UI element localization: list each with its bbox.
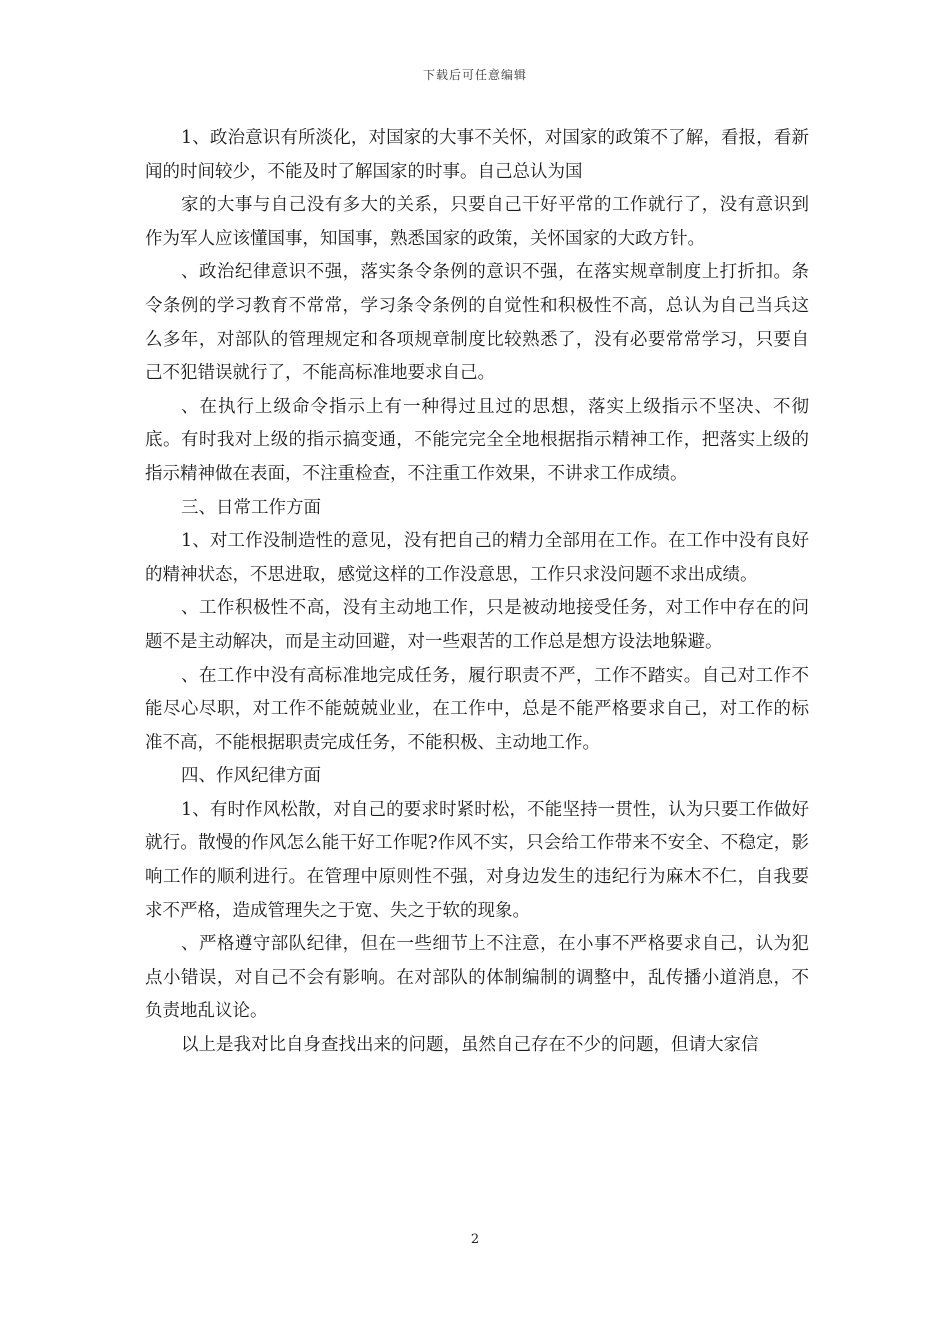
paragraph-2: 家的大事与自己没有多大的关系，只要自己干好平常的工作就行了，没有意识到作为军人应该懂国事，知国事，熟悉国家的政策，关怀国家的大政方针。 (145, 195, 809, 249)
page-header-note: 下载后可任意编辑 (422, 68, 527, 82)
document-body (145, 122, 809, 1063)
paragraph-12: 以上是我对比自身查找出来的问题，虽然自己存在不少的问题，但请大家信 (181, 1035, 759, 1056)
paragraph-6: 1、对工作没制造性的意见，没有把自己的精力全部用在工作。在工作中没有良好的精神状态，不思进取，感觉这样的工作没意思，工作只求没问题不求出成绩。 (145, 531, 809, 585)
section-heading-discipline: 四、作风纪律方面 (181, 766, 321, 787)
paragraph-8: 、在工作中没有高标准地完成任务，履行职责不严，工作不踏实。自己对工作不能尽心尽职，对工作不能兢兢业业，在工作中，总是不能严格要求自己，对工作的标准不高，不能根据职责完成任务，不能积极、主动地工作。 (145, 665, 809, 753)
paragraph-10: 1、有时作风松散，对自己的要求时紧时松，不能坚持一贯性，认为只要工作做好就行。散慢的作风怎么能干好工作呢?作风不实，只会给工作带来不安全、不稳定，影响工作的顺利进行。在管理中原则性不强，对身边发生的违纪行为麻木不仁，自我要求不严格，造成管理失之于宽、失之于软的现象。 (145, 799, 809, 921)
paragraph-7: 、工作积极性不高，没有主动地工作，只是被动地接受任务，对工作中存在的问题不是主动解决，而是主动回避，对一些艰苦的工作总是想方设法地躲避。 (145, 598, 809, 652)
paragraph-3: 、政治纪律意识不强，落实条令条例的意识不强，在落实规章制度上打折扣。条令条例的学习教育不常常，学习条令条例的自觉性和积极性不高，总认为自己当兵这么多年，对部队的管理规定和各项规章制度比较熟悉了，没有必要常常学习，只要自己不犯错误就行了，不能高标准地要求自己。 (145, 262, 809, 384)
page-number: 2 (470, 1232, 480, 1247)
section-heading-daily-work: 三、日常工作方面 (181, 497, 321, 518)
paragraph-1: 1、政治意识有所淡化，对国家的大事不关怀，对国家的政策不了解，看报，看新闻的时间较少，不能及时了解国家的时事。自己总认为国 (145, 128, 809, 182)
paragraph-11: 、严格遵守部队纪律，但在一些细节上不注意，在小事不严格要求自己，认为犯点小错误，对自己不会有影响。在对部队的体制编制的调整中，乱传播小道消息，不负责地乱议论。 (145, 934, 809, 1022)
paragraph-4: 、在执行上级命令指示上有一种得过且过的思想，落实上级指示不坚决、不彻底。有时我对上级的指示搞变通，不能完完全全地根据指示精神工作，把落实上级的指示精神做在表面，不注重检查，不注重工作效果，不讲求工作成绩。 (145, 396, 809, 484)
